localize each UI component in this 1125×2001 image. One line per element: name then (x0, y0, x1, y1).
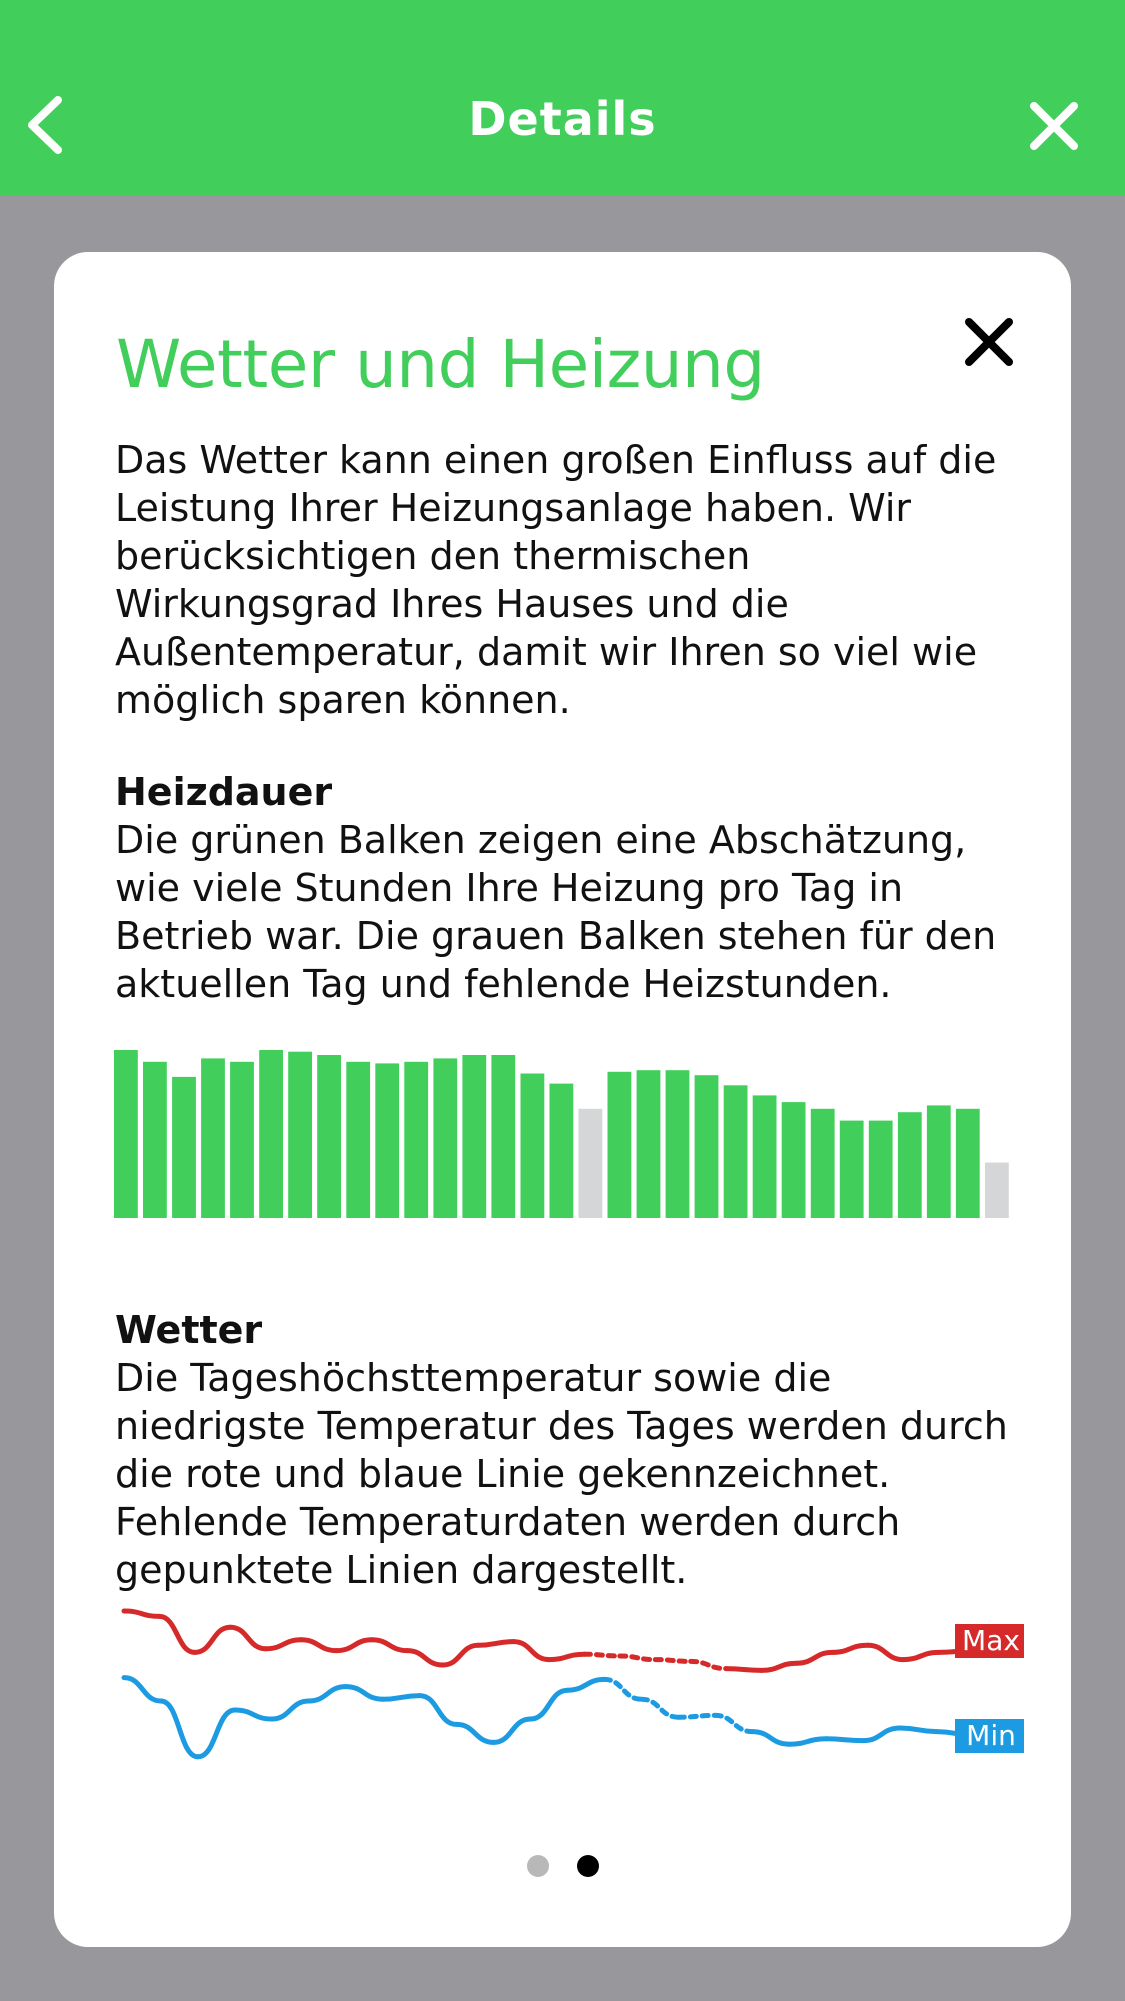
max-line-segment (762, 1663, 797, 1670)
heating-bar (375, 1063, 399, 1218)
heating-bar (550, 1084, 574, 1218)
min-line-segment (678, 1715, 715, 1717)
heizdauer-section (115, 768, 1025, 1008)
max-line-segment (797, 1652, 832, 1663)
max-line-segment (726, 1669, 761, 1671)
heizdauer-heading: Heizdauer (115, 770, 333, 814)
wetter-section (115, 1306, 1025, 1594)
heating-bar (201, 1058, 225, 1218)
heizdauer-body: Die grünen Balken zeigen eine Abschätzung, wie viele Stunden Ihre Heizung pro Tag in Betrieb war. Die grauen Balken stehen für den aktuellen Tag und fehlende Heizstunden. (115, 818, 997, 1006)
min-line-segment (900, 1728, 937, 1732)
max-line-segment (655, 1660, 690, 1662)
max-line-segment (868, 1645, 903, 1659)
heating-bar (288, 1052, 312, 1218)
min-line-segment (789, 1739, 826, 1744)
heating-bar (579, 1109, 603, 1218)
max-line-segment (478, 1642, 513, 1646)
heating-bar-chart (114, 1050, 1014, 1218)
min-line-segment (531, 1690, 568, 1719)
heating-bar (811, 1109, 835, 1218)
heating-bar (259, 1050, 283, 1218)
heating-bar (230, 1062, 254, 1218)
heating-bar (404, 1062, 428, 1218)
max-line-segment (620, 1656, 656, 1660)
min-line-segment (641, 1699, 678, 1717)
max-line-segment (301, 1640, 336, 1651)
max-line-segment (407, 1651, 443, 1665)
min-line-segment (272, 1701, 309, 1719)
max-line-segment (584, 1654, 619, 1656)
min-line-segment (124, 1678, 161, 1701)
heating-bar (985, 1163, 1009, 1218)
max-line-segment (230, 1627, 265, 1649)
min-label (955, 1719, 1024, 1753)
intro-text: Das Wetter kann einen großen Einfluss auf die Leistung Ihrer Heizungsanlage haben. Wir berücksichtigen den thermischen Wirkungsgrad Ihres Hauses und die Außentemperatur, damit wir Ihren so viel wie möglich sparen können. (115, 438, 997, 722)
heating-bar (637, 1070, 661, 1218)
heating-bar (172, 1077, 196, 1218)
max-line-segment (266, 1640, 301, 1649)
weather-line-chart (114, 1582, 1024, 1802)
max-line-segment (832, 1645, 868, 1652)
heating-bar (608, 1072, 632, 1218)
min-line-segment (161, 1701, 198, 1757)
min-line-segment (752, 1732, 789, 1745)
heating-bar (898, 1112, 922, 1218)
info-card (54, 252, 1071, 1947)
min-line-segment (826, 1739, 863, 1741)
min-line-segment (235, 1710, 272, 1719)
heating-bar (462, 1055, 486, 1218)
heating-bar (695, 1075, 719, 1218)
min-label-text: Min (966, 1719, 1016, 1752)
min-line-segment (863, 1728, 900, 1741)
min-line-segment (715, 1715, 752, 1731)
heating-bar (491, 1055, 515, 1218)
heating-bar (840, 1121, 864, 1218)
page-dot-1[interactable] (527, 1855, 549, 1877)
min-line-segment (494, 1719, 531, 1742)
heating-bar (143, 1062, 167, 1218)
min-line-segment (604, 1679, 641, 1699)
max-line-segment (514, 1642, 549, 1660)
wetter-body: Die Tageshöchsttemperatur sowie die niedrigste Temperatur des Tages werden durch die rote und blaue Linie gekennzeichnet. Fehlende Temperaturdaten werden durch gepunktete Linien dargestellt. (115, 1356, 1008, 1592)
max-line-segment (691, 1661, 726, 1668)
max-line-segment (159, 1616, 194, 1652)
close-icon[interactable] (959, 312, 1019, 372)
heating-bar (521, 1074, 545, 1219)
heating-bar (433, 1058, 457, 1218)
max-line-segment (372, 1640, 407, 1651)
heating-bar (753, 1095, 777, 1218)
heating-bar (666, 1070, 690, 1218)
heating-bar (927, 1105, 951, 1218)
page-dot-2[interactable] (577, 1855, 599, 1877)
max-line-segment (903, 1652, 938, 1659)
max-label (955, 1624, 1024, 1658)
heating-bar (317, 1055, 341, 1218)
heating-bar (869, 1121, 893, 1218)
max-line-segment (124, 1611, 159, 1616)
heating-bar (114, 1050, 138, 1218)
heating-bar (782, 1102, 806, 1218)
min-line-segment (457, 1724, 494, 1742)
min-line-segment (198, 1710, 235, 1757)
card-title: Wetter und Heizung (116, 326, 765, 403)
heating-bar (956, 1109, 980, 1218)
min-line-segment (420, 1696, 457, 1725)
min-line-segment (309, 1687, 346, 1701)
max-line-segment (443, 1645, 478, 1665)
max-line-segment (549, 1654, 584, 1659)
pagination-dots (54, 1855, 1071, 1879)
close-icon[interactable] (1024, 96, 1084, 156)
wetter-heading: Wetter (115, 1308, 263, 1352)
min-line-segment (383, 1696, 420, 1700)
max-line-segment (337, 1640, 372, 1651)
min-line-segment (568, 1679, 605, 1690)
heating-bar (346, 1062, 370, 1218)
max-label-text: Max (962, 1624, 1020, 1657)
header-title: Details (468, 92, 657, 146)
min-line-segment (346, 1687, 383, 1700)
max-line-segment (195, 1627, 231, 1652)
heating-bar (724, 1085, 748, 1218)
app-header (0, 0, 1125, 195)
